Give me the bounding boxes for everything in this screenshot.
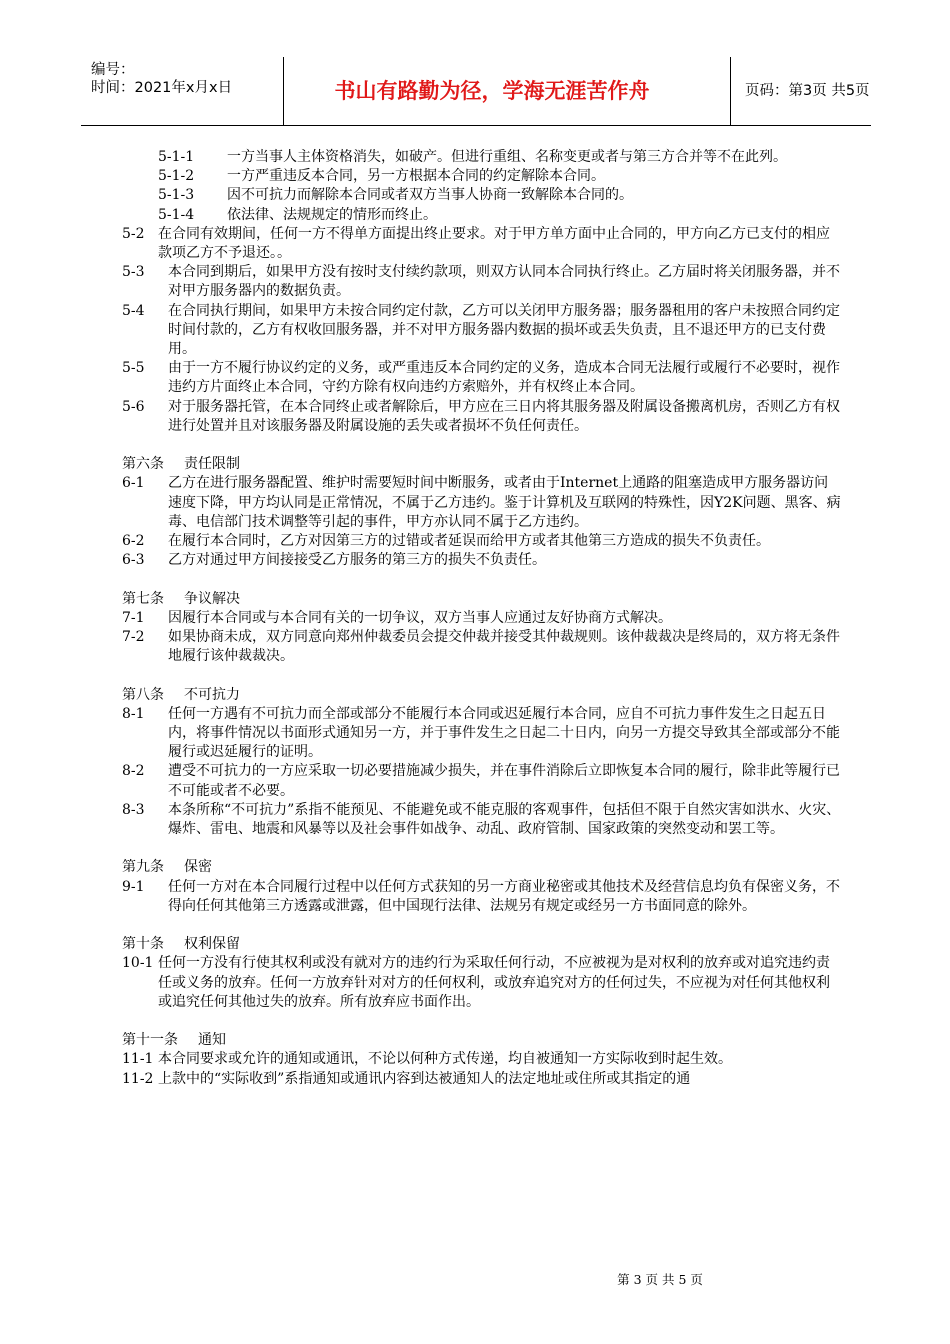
clause-number: 6-1 <box>122 475 145 492</box>
clause-number: 10-1 <box>122 955 154 972</box>
clause-number: 5-2 <box>122 225 145 242</box>
clause-text: 因不可抗力而解除本合同或者双方当事人协商一致解除本合同的。 <box>227 187 633 204</box>
clause-text: 在合同执行期间，如果甲方未按合同约定付款，乙方可以关闭甲方服务器；服务器租用的客户未按照合同约定时间付款的，乙方有权收回服务器，并不对甲方服务器内数据的损坏或丢失负责，且不退还甲方的已支付费用。 <box>168 302 840 358</box>
clause-text: 因履行本合同或与本合同有关的一切争议，双方当事人应通过友好协商方式解决。 <box>168 609 672 626</box>
clause <box>122 206 842 225</box>
document-time: 时间：2021年x月x日 <box>91 80 233 96</box>
clause <box>122 705 842 763</box>
clause-number: 6-2 <box>122 533 145 550</box>
clause-number: 5-1-2 <box>158 168 195 185</box>
clause <box>122 609 842 628</box>
clause-text: 任何一方对在本合同履行过程中以任何方式获知的另一方商业秘密或其他技术及经营信息均负有保密义务，不得向任何其他第三方透露或泄露，但中国现行法律、法规另有规定或经另一方书面同意的除外。 <box>168 878 840 914</box>
clause-number: 7-2 <box>122 629 145 646</box>
section <box>122 686 842 840</box>
clause-text: 乙方对通过甲方间接接受乙方服务的第三方的损失不负责任。 <box>168 552 546 569</box>
document-body <box>122 148 842 1089</box>
clause-text: 本合同到期后，如果甲方没有按时支付续约款项，则双方认同本合同执行终止。乙方届时将关闭服务器，并不对甲方服务器内的数据负责。 <box>168 264 840 300</box>
clause-text: 如果协商未成，双方同意向郑州仲裁委员会提交仲裁并接受其仲裁规则。该仲裁裁决是终局的，双方将无条件地履行该仲裁裁决。 <box>168 629 840 665</box>
section <box>122 455 842 570</box>
clause-number: 5-1-4 <box>158 206 195 223</box>
clause <box>122 359 842 397</box>
clause-number: 8-3 <box>122 801 145 818</box>
clause-number: 5-6 <box>122 398 145 415</box>
section <box>122 935 842 1012</box>
clause <box>122 474 842 532</box>
section <box>122 1031 842 1089</box>
clause-number: 5-4 <box>122 302 145 319</box>
clause <box>122 801 842 839</box>
clause <box>122 532 842 551</box>
clause-number: 11-1 <box>122 1051 154 1068</box>
clause <box>122 1050 842 1069</box>
section-title-number: 第七条 <box>122 590 164 607</box>
clause <box>122 186 842 205</box>
clause-text: 乙方在进行服务器配置、维护时需要短时间中断服务，或者由于Internet上通路的阻塞造成甲方服务器访问速度下降，甲方均认同是正常情况，不属于乙方违约。鉴于计算机及互联网的特殊性，因Y2K问题、黑客、病毒、电信部门技术调整等引起的事件，甲方亦认同不属于乙方违约。 <box>168 475 841 530</box>
clause-number: 5-5 <box>122 360 145 377</box>
section-title-number: 第八条 <box>122 686 164 703</box>
clause-number: 9-1 <box>122 878 145 895</box>
clause-text: 依法律、法规规定的情形而终止。 <box>227 206 437 223</box>
clause <box>122 551 842 570</box>
section-title-text: 权利保留 <box>184 936 240 953</box>
section <box>122 148 842 436</box>
clause-text: 一方严重违反本合同，另一方根据本合同的约定解除本合同。 <box>227 168 605 185</box>
section-title-text: 责任限制 <box>184 456 240 473</box>
clause <box>122 148 842 167</box>
header-motto: 书山有路勤为径，学海无涯苦作舟 <box>283 57 731 125</box>
section-title <box>122 686 842 705</box>
clause-text: 上款中的“实际收到”系指通知或通讯内容到达被通知人的法定地址或住所或其指定的通 <box>158 1070 691 1087</box>
clause-number: 5-1-3 <box>158 187 195 204</box>
clause-number: 8-1 <box>122 705 145 722</box>
section-title <box>122 1031 842 1050</box>
section-title-text: 保密 <box>184 859 212 876</box>
clause-text: 本条所称“不可抗力”系指不能预见、不能避免或不能克服的客观事件，包括但不限于自然灾害如洪水、火灾、爆炸、雷电、地震和风暴等以及社会事件如战争、动乱、政府管制、国家政策的突然变动和罢工等。 <box>168 801 841 838</box>
page-footer: 第 3 页 共 5 页 <box>617 1272 703 1287</box>
clause <box>122 167 842 186</box>
section-title-number: 第九条 <box>122 859 164 876</box>
clause <box>122 1070 842 1089</box>
clause <box>122 878 842 916</box>
clause-text: 本合同要求或允许的通知或通讯，不论以何种方式传递，均自被通知一方实际收到时起生效。 <box>158 1051 732 1068</box>
section-title-text: 不可抗力 <box>184 686 240 703</box>
clause-number: 6-3 <box>122 552 145 569</box>
clause-text: 在合同有效期间，任何一方不得单方面提出终止要求。对于甲方单方面中止合同的，甲方向乙方已支付的相应款项乙方不予退还。。 <box>158 225 830 262</box>
clause <box>122 762 842 800</box>
section-title <box>122 455 842 474</box>
section-title <box>122 935 842 954</box>
clause-number: 5-1-1 <box>158 149 195 165</box>
clause-number: 11-2 <box>122 1070 154 1087</box>
header-page-info: 页码：第3页 共5页 <box>745 83 870 99</box>
clause <box>122 302 842 360</box>
document-number-label: 编号： <box>91 62 135 78</box>
clause-number: 5-3 <box>122 264 145 281</box>
section-title-number: 第六条 <box>122 456 164 473</box>
header-meta <box>81 57 283 125</box>
section-title-number: 第十一条 <box>122 1032 178 1049</box>
clause-text: 由于一方不履行协议约定的义务，或严重违反本合同约定的义务，造成本合同无法履行或履行不必要时，视作违约方片面终止本合同，守约方除有权向违约方索赔外，并有权终止本合同。 <box>168 360 840 396</box>
clause <box>122 628 842 666</box>
clause-text: 任何一方遇有不可抗力而全部或部分不能履行本合同或迟延履行本合同，应自不可抗力事件发生之日起五日内，将事件情况以书面形式通知另一方，并于事件发生之日起二十日内，向另一方提交导致其全部或部分不能履行或迟延履行的证明。 <box>168 705 840 761</box>
section-title <box>122 590 842 609</box>
section-title-text: 通知 <box>198 1032 226 1049</box>
clause-text: 在履行本合同时，乙方对因第三方的过错或者延误而给甲方或者其他第三方造成的损失不负责任。 <box>168 533 770 550</box>
clause <box>122 398 842 436</box>
section-title <box>122 858 842 877</box>
section-title-number: 第十条 <box>122 936 164 953</box>
clause-text: 对于服务器托管，在本合同终止或者解除后，甲方应在三日内将其服务器及附属设备搬离机房，否则乙方有权进行处置并且对该服务器及附属设施的丢失或者损坏不负任何责任。 <box>168 398 840 434</box>
page-header <box>81 57 871 126</box>
clause <box>122 954 842 1012</box>
section-title-text: 争议解决 <box>184 590 240 607</box>
section <box>122 590 842 667</box>
clause <box>122 225 842 263</box>
clause-text: 一方当事人主体资格消失，如破产。但进行重组、名称变更或者与第三方合并等不在此列。 <box>227 149 787 165</box>
clause-number: 7-1 <box>122 609 145 626</box>
clause <box>122 263 842 301</box>
clause-text: 任何一方没有行使其权利或没有就对方的违约行为采取任何行动，不应被视为是对权利的放弃或对追究违约责任或义务的放弃。任何一方放弃针对对方的任何权利，或放弃追究对方的任何过失，不应视为对任何其他权利或追究任何其他过失的放弃。所有放弃应书面作出。 <box>158 955 830 1010</box>
clause-text: 遭受不可抗力的一方应采取一切必要措施减少损失，并在事件消除后立即恢复本合同的履行，除非此等履行已不可能或者不必要。 <box>168 763 840 799</box>
section <box>122 858 842 916</box>
clause-number: 8-2 <box>122 763 145 780</box>
